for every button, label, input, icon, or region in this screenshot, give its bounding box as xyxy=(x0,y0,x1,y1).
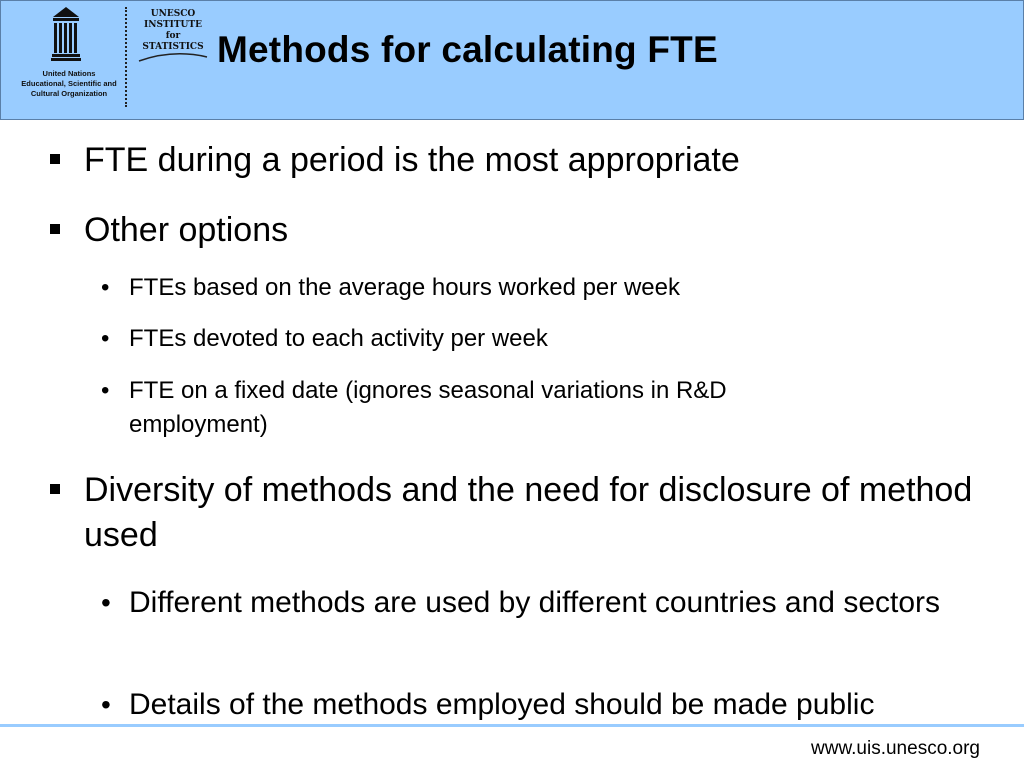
uis-logo xyxy=(135,9,211,65)
square-bullet-icon xyxy=(50,154,60,164)
bullet-level2 xyxy=(101,271,989,305)
bullet-level1 xyxy=(84,208,984,253)
square-bullet-icon xyxy=(50,224,60,234)
unesco-temple-icon xyxy=(51,5,81,61)
footer-url: www.uis.unesco.org xyxy=(811,738,980,759)
bullet-text: Diversity of methods and the need for disclosure of method used xyxy=(84,471,973,554)
round-bullet-icon: • xyxy=(101,689,111,720)
uis-swoosh-icon xyxy=(135,49,211,65)
bullet-text: FTE on a fixed date (ignores seasonal variations in R&D employment) xyxy=(129,377,727,438)
round-bullet-icon: • xyxy=(101,377,110,404)
square-bullet-icon xyxy=(50,484,60,494)
bullet-text: FTEs based on the average hours worked per week xyxy=(129,274,680,301)
bullet-text: Details of the methods employed should be made public xyxy=(129,688,875,721)
uis-logo-text: UNESCO INSTITUTE for STATISTICS xyxy=(142,9,204,52)
bullet-level2 xyxy=(101,322,989,356)
unesco-org-name: United Nations Educational, Scientific and Cultural Organization xyxy=(21,69,117,98)
bullet-text: Other options xyxy=(84,211,289,249)
slide-header xyxy=(0,0,1024,120)
unesco-logo xyxy=(9,5,121,105)
bullet-text: FTE during a period is the most appropriate xyxy=(84,141,740,179)
bullet-level2 xyxy=(101,374,849,442)
bullet-level1 xyxy=(84,138,984,183)
round-bullet-icon: • xyxy=(101,274,110,301)
bullet-text: Different methods are used by different countries and sectors xyxy=(129,586,941,619)
logo-divider xyxy=(125,7,127,107)
round-bullet-icon: • xyxy=(101,325,110,352)
bullet-text: FTEs devoted to each activity per week xyxy=(129,325,548,352)
round-bullet-icon: • xyxy=(101,587,111,618)
bullet-level2 xyxy=(101,685,989,725)
footer-divider xyxy=(0,724,1024,727)
bullet-level2 xyxy=(101,583,949,623)
slide-title: Methods for calculating FTE xyxy=(217,29,718,70)
bullet-level1 xyxy=(84,468,984,558)
